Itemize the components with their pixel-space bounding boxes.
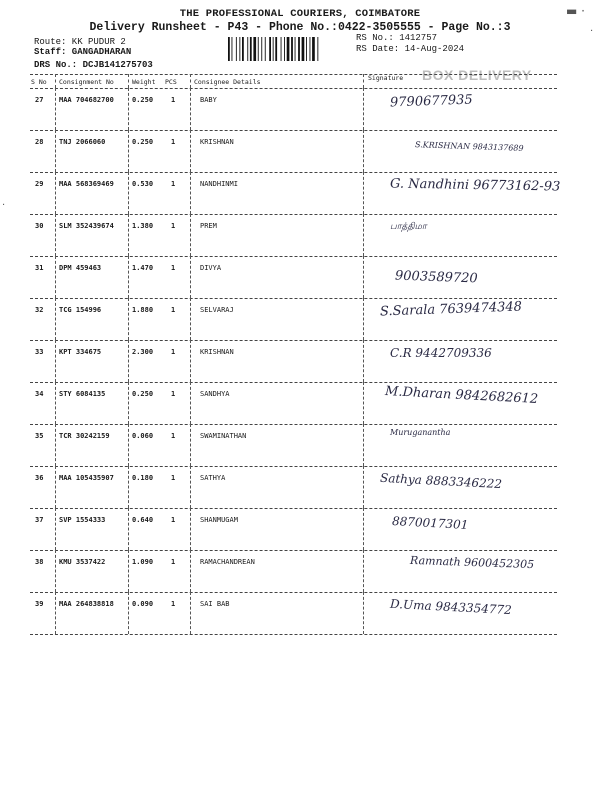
- column-divider: [55, 172, 56, 214]
- column-divider: [190, 550, 191, 592]
- rs-number: RS No.: 1412757: [356, 33, 438, 43]
- barcode-bar: [228, 37, 230, 61]
- row-consignment-no: KPT 334675: [59, 348, 102, 356]
- column-divider: [190, 592, 191, 634]
- row-weight: 0.090: [132, 600, 154, 608]
- column-divider: [55, 130, 56, 172]
- barcode-bar: [236, 37, 237, 61]
- column-divider: [128, 130, 129, 172]
- box-delivery-stamp: BOX DELIVERY: [422, 67, 532, 83]
- scan-mark: ·: [2, 200, 6, 211]
- column-divider: [190, 382, 191, 424]
- column-divider: [363, 340, 364, 382]
- col-header-consignment: Consignment No: [59, 78, 114, 86]
- row-signature: G. Nandhini 96773162-93: [389, 176, 561, 195]
- row-pcs: 1: [171, 96, 176, 104]
- column-divider: [128, 88, 129, 130]
- column-divider: [190, 340, 191, 382]
- barcode-bar: [302, 37, 305, 61]
- column-divider: [363, 382, 364, 424]
- row-signature: M.Dharan 9842682612: [384, 384, 539, 407]
- row-consignee-name: KRISHNAN: [200, 138, 234, 146]
- column-divider: [190, 298, 191, 340]
- row-weight: 0.250: [132, 96, 154, 104]
- row-divider: [30, 424, 557, 425]
- row-sno: 28: [35, 138, 44, 146]
- company-name: THE PROFESSIONAL COURIERS, COIMBATORE: [179, 8, 421, 20]
- column-divider: [55, 466, 56, 508]
- row-sno: 29: [35, 180, 44, 188]
- row-pcs: 1: [171, 558, 176, 566]
- column-divider: [55, 550, 56, 592]
- header-column-divider: [128, 74, 129, 88]
- col-header-signature: Signature: [368, 74, 404, 82]
- barcode: [228, 37, 348, 61]
- row-consignment-no: KMU 3537422: [59, 558, 106, 566]
- row-sno: 33: [35, 348, 44, 356]
- column-divider: [190, 256, 191, 298]
- row-consignment-no: MAA 105435907: [59, 474, 114, 482]
- row-sno: 38: [35, 558, 44, 566]
- column-divider: [128, 550, 129, 592]
- column-divider: [55, 256, 56, 298]
- row-pcs: 1: [171, 264, 176, 272]
- row-weight: 1.090: [132, 558, 154, 566]
- row-consignee-name: RAMACHANDREAN: [200, 558, 255, 566]
- row-consignment-no: MAA 264838818: [59, 600, 114, 608]
- header-bottom-rule: [30, 88, 557, 89]
- row-divider: [30, 298, 557, 299]
- col-header-weight: Weight: [132, 78, 156, 86]
- column-divider: [55, 424, 56, 466]
- row-signature: 8870017301: [391, 514, 469, 532]
- row-consignment-no: TNJ 2066060: [59, 138, 106, 146]
- row-weight: 0.250: [132, 390, 154, 398]
- row-consignment-no: MAA 568369469: [59, 180, 114, 188]
- barcode-bar: [284, 37, 285, 61]
- row-signature: C.R 9442709336: [390, 346, 492, 360]
- barcode-bar: [265, 37, 266, 61]
- column-divider: [55, 382, 56, 424]
- row-divider: [30, 256, 557, 257]
- column-divider: [190, 508, 191, 550]
- row-pcs: 1: [171, 138, 176, 146]
- barcode-bar: [295, 37, 296, 61]
- header-column-divider: [190, 74, 191, 88]
- row-signature: Sathya 8883346222: [379, 470, 503, 492]
- row-signature: D.Uma 9843354772: [389, 596, 513, 618]
- header-column-divider: [55, 74, 56, 88]
- row-consignee-name: PREM: [200, 222, 217, 230]
- row-consignment-no: TCR 30242159: [59, 432, 110, 440]
- barcode-bar: [269, 37, 271, 61]
- row-signature: S.Sarala 7639474348: [379, 299, 523, 320]
- scan-mark: ·: [590, 26, 594, 37]
- column-divider: [190, 130, 191, 172]
- column-divider: [190, 88, 191, 130]
- column-divider: [363, 130, 364, 172]
- row-consignment-no: DPM 459463: [59, 264, 102, 272]
- row-pcs: 1: [171, 180, 176, 188]
- row-consignment-no: STY 6084135: [59, 390, 106, 398]
- runsheet-title: Delivery Runsheet - P43 - Phone No.:0422-3505555 - Page No.:3: [89, 21, 511, 34]
- column-divider: [128, 256, 129, 298]
- scan-mark: ▬ ·: [566, 4, 585, 18]
- row-sno: 36: [35, 474, 44, 482]
- row-consignment-no: SVP 1554333: [59, 516, 106, 524]
- barcode-bar: [281, 37, 282, 61]
- row-sno: 30: [35, 222, 44, 230]
- row-weight: 0.640: [132, 516, 154, 524]
- column-divider: [363, 298, 364, 340]
- col-header-pcs: PCS: [165, 78, 177, 86]
- row-divider: [30, 508, 557, 509]
- row-consignee-name: BABY: [200, 96, 217, 104]
- col-header-sno: S No: [31, 78, 47, 86]
- column-divider: [55, 508, 56, 550]
- barcode-bar: [253, 37, 256, 61]
- barcode-bar: [310, 37, 311, 61]
- column-divider: [190, 424, 191, 466]
- barcode-bar: [306, 37, 307, 61]
- column-divider: [55, 214, 56, 256]
- row-sno: 37: [35, 516, 44, 524]
- drs-number: DRS No.: DCJB141275703: [34, 60, 153, 70]
- barcode-bar: [232, 37, 233, 61]
- row-signature: S.KRISHNAN 9843137689: [414, 140, 524, 153]
- staff-label: Staff: GANGADHARAN: [34, 47, 132, 57]
- row-divider: [30, 592, 557, 593]
- column-divider: [55, 592, 56, 634]
- column-divider: [128, 592, 129, 634]
- row-divider: [30, 634, 557, 635]
- row-weight: 0.180: [132, 474, 154, 482]
- row-consignment-no: TCG 154996: [59, 306, 102, 314]
- column-divider: [128, 466, 129, 508]
- barcode-bar: [275, 37, 277, 61]
- column-divider: [128, 340, 129, 382]
- column-divider: [128, 214, 129, 256]
- column-divider: [128, 382, 129, 424]
- column-divider: [363, 592, 364, 634]
- barcode-bar: [261, 37, 262, 61]
- barcode-bar: [258, 37, 259, 61]
- row-divider: [30, 550, 557, 551]
- row-signature: 9790677935: [389, 92, 473, 111]
- row-weight: 2.300: [132, 348, 154, 356]
- row-consignee-name: DIVYA: [200, 264, 222, 272]
- row-weight: 1.470: [132, 264, 154, 272]
- row-consignee-name: NANDHINMI: [200, 180, 238, 188]
- column-divider: [363, 214, 364, 256]
- row-sno: 35: [35, 432, 44, 440]
- col-header-consignee: Consignee Details: [194, 78, 261, 86]
- barcode-bar: [273, 37, 274, 61]
- row-consignee-name: KRISHNAN: [200, 348, 234, 356]
- row-pcs: 1: [171, 348, 176, 356]
- row-consignment-no: SLM 352439674: [59, 222, 114, 230]
- row-divider: [30, 172, 557, 173]
- row-pcs: 1: [171, 222, 176, 230]
- row-pcs: 1: [171, 390, 176, 398]
- row-weight: 1.380: [132, 222, 154, 230]
- row-consignee-name: SHANMUGAM: [200, 516, 238, 524]
- row-pcs: 1: [171, 600, 176, 608]
- row-divider: [30, 466, 557, 467]
- row-weight: 1.880: [132, 306, 154, 314]
- column-divider: [128, 298, 129, 340]
- barcode-bar: [242, 37, 244, 61]
- column-divider: [363, 172, 364, 214]
- row-sno: 34: [35, 390, 44, 398]
- row-consignment-no: MAA 704682700: [59, 96, 114, 104]
- header-column-divider: [363, 74, 364, 88]
- column-divider: [55, 340, 56, 382]
- row-consignee-name: SELVARAJ: [200, 306, 234, 314]
- row-signature: 9003589720: [394, 268, 478, 287]
- column-divider: [128, 508, 129, 550]
- row-consignee-name: SAI BAB: [200, 600, 230, 608]
- barcode-bar: [291, 37, 293, 61]
- column-divider: [128, 172, 129, 214]
- barcode-bar: [312, 37, 315, 61]
- row-sno: 39: [35, 600, 44, 608]
- column-divider: [190, 214, 191, 256]
- column-divider: [190, 172, 191, 214]
- column-divider: [55, 88, 56, 130]
- barcode-bar: [247, 37, 248, 61]
- column-divider: [363, 466, 364, 508]
- row-weight: 0.250: [132, 138, 154, 146]
- row-divider: [30, 340, 557, 341]
- row-pcs: 1: [171, 306, 176, 314]
- row-divider: [30, 130, 557, 131]
- route-label: Route: KK PUDUR 2: [34, 37, 126, 47]
- row-pcs: 1: [171, 474, 176, 482]
- row-consignee-name: SWAMINATHAN: [200, 432, 247, 440]
- column-divider: [363, 508, 364, 550]
- row-consignee-name: SATHYA: [200, 474, 226, 482]
- barcode-bar: [287, 37, 290, 61]
- row-weight: 0.060: [132, 432, 154, 440]
- barcode-bar: [317, 37, 318, 61]
- column-divider: [363, 424, 364, 466]
- row-pcs: 1: [171, 432, 176, 440]
- row-weight: 0.530: [132, 180, 154, 188]
- row-consignee-name: SANDHYA: [200, 390, 230, 398]
- rs-date: RS Date: 14-Aug-2024: [356, 44, 465, 54]
- table-top-rule: [30, 74, 557, 75]
- row-divider: [30, 382, 557, 383]
- column-divider: [190, 466, 191, 508]
- row-signature: Ramnath 9600452305: [409, 553, 535, 572]
- row-sno: 27: [35, 96, 44, 104]
- row-signature: Muruganantha: [390, 428, 451, 437]
- column-divider: [128, 424, 129, 466]
- row-signature: பாத்திமா: [390, 222, 427, 232]
- row-sno: 32: [35, 306, 44, 314]
- column-divider: [363, 550, 364, 592]
- barcode-bar: [239, 37, 240, 61]
- row-divider: [30, 214, 557, 215]
- row-pcs: 1: [171, 516, 176, 524]
- row-sno: 31: [35, 264, 44, 272]
- column-divider: [363, 256, 364, 298]
- column-divider: [55, 298, 56, 340]
- column-divider: [363, 88, 364, 130]
- barcode-bar: [250, 37, 252, 61]
- barcode-bar: [298, 37, 300, 61]
